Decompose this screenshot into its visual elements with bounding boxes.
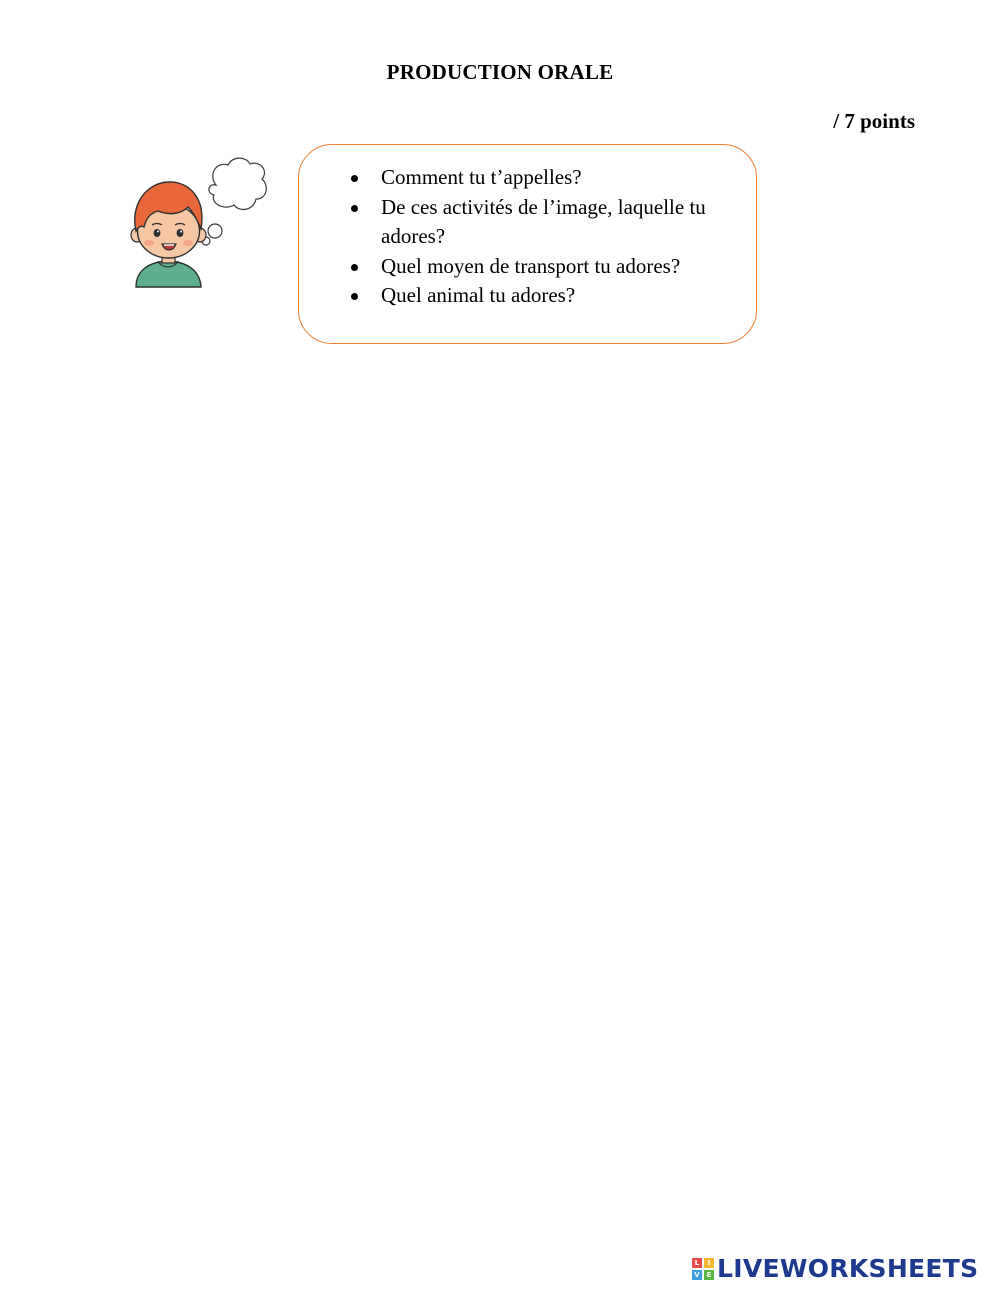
bullet-icon — [351, 175, 358, 182]
liveworksheets-logo-icon — [692, 1258, 714, 1280]
points-label: / 7 points — [833, 109, 915, 133]
logo-text: LIVEWORKSHEETS — [717, 1254, 979, 1283]
thinking-boy-icon — [124, 155, 269, 290]
logo-letter: I — [704, 1258, 714, 1268]
question-text: Quel moyen de transport tu adores? — [381, 253, 681, 278]
questions-box — [298, 144, 757, 344]
logo-letter: E — [704, 1270, 714, 1280]
list-item — [381, 163, 741, 193]
list-item — [381, 252, 741, 282]
question-text: Comment tu t’appelles? — [381, 165, 582, 189]
logo-letter: L — [692, 1258, 702, 1268]
bullet-icon — [351, 205, 358, 212]
page-title: PRODUCTION ORALE — [386, 60, 614, 84]
list-item — [381, 193, 741, 252]
list-item — [381, 281, 741, 311]
question-list — [381, 163, 741, 311]
thought-cloud-icon — [202, 158, 266, 245]
logo-letter: V — [692, 1270, 702, 1280]
question-text: De ces activités de l’image, laquelle tu adores? — [381, 194, 706, 248]
bullet-icon — [351, 264, 358, 271]
question-text: Quel animal tu adores? — [381, 283, 576, 307]
bullet-icon — [351, 293, 358, 300]
liveworksheets-logo — [692, 1255, 978, 1283]
shirt-shape — [136, 261, 201, 287]
